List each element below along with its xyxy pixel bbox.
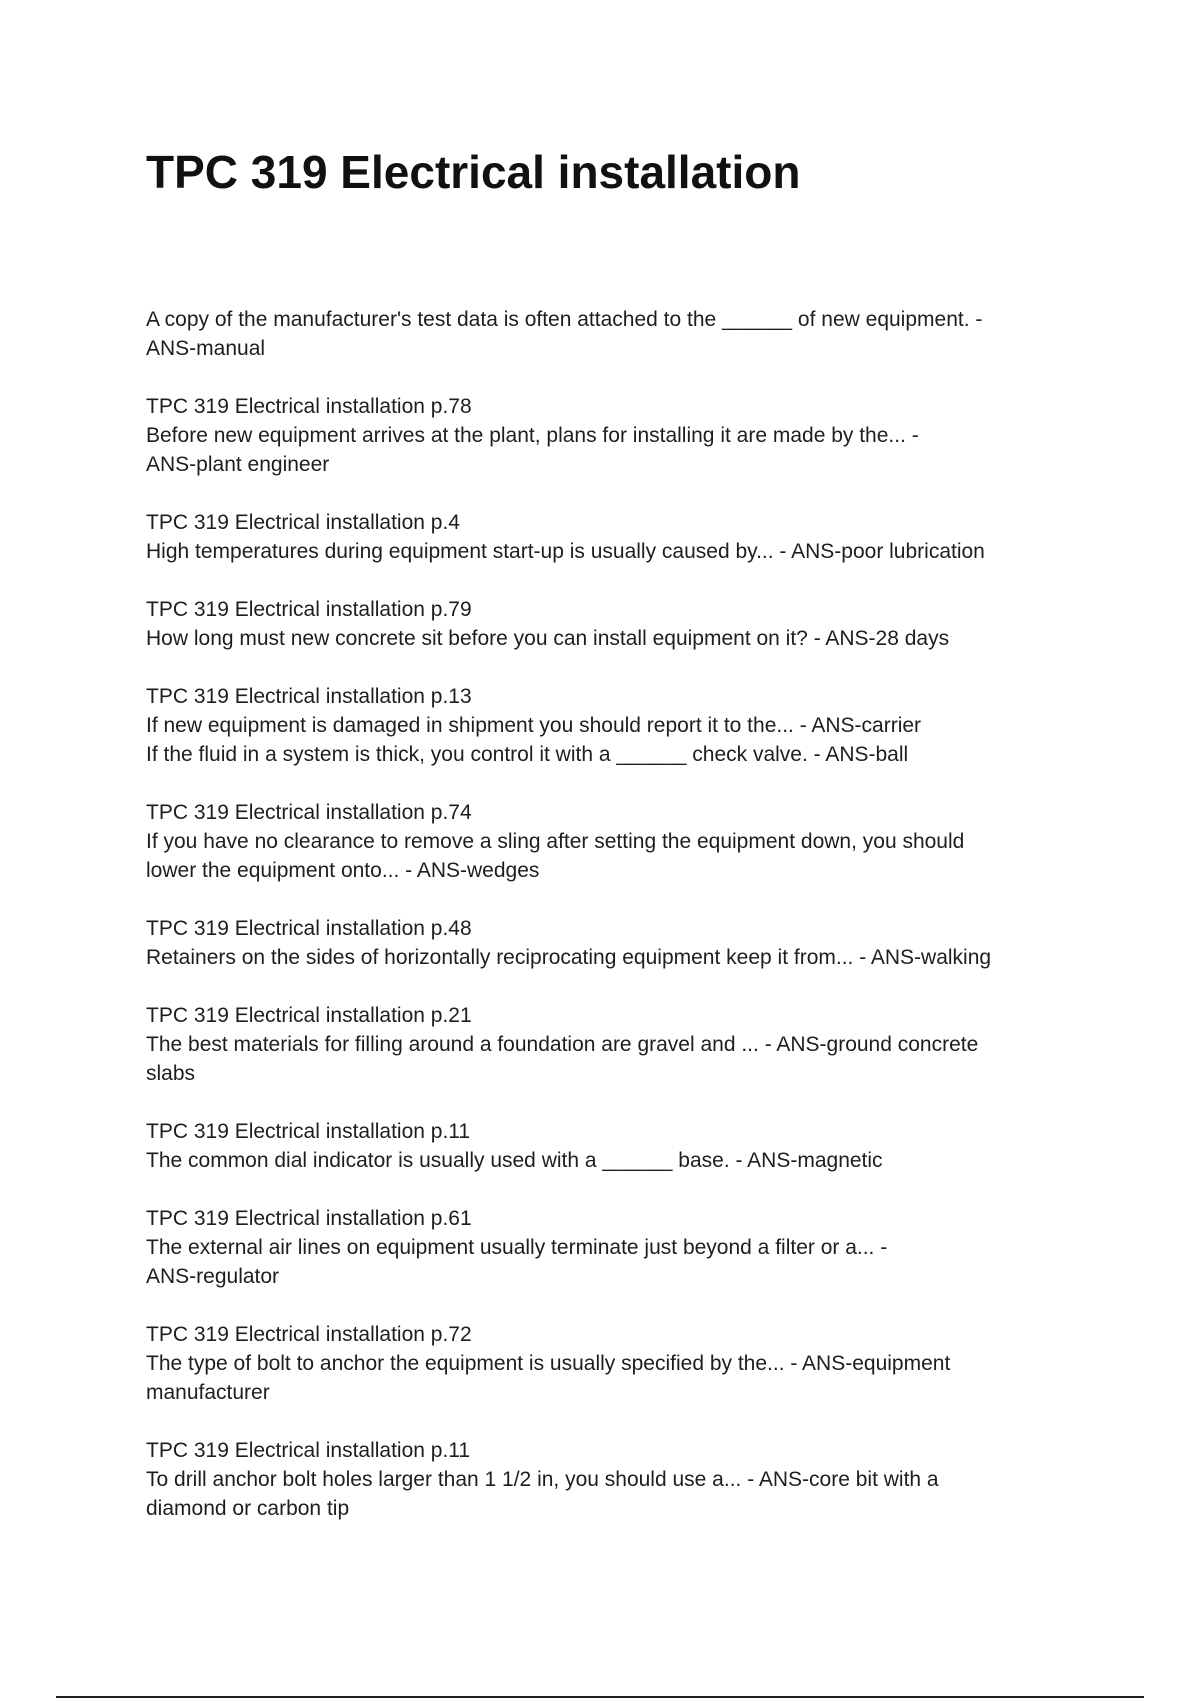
text-line: ANS-regulator (146, 1265, 280, 1288)
text-line: TPC 319 Electrical installation p.61 (146, 1207, 472, 1230)
text-line: TPC 319 Electrical installation p.74 (146, 801, 472, 824)
text-line: Retainers on the sides of horizontally reciprocating equipment keep it from... - ANS-walking (146, 946, 992, 969)
text-line: If new equipment is damaged in shipment you should report it to the... - ANS-carrier (146, 714, 922, 737)
text-line: TPC 319 Electrical installation p.21 (146, 1004, 472, 1027)
qa-block (146, 914, 1046, 972)
text-line: A copy of the manufacturer's test data is often attached to the ______ of new equipment. - (146, 308, 983, 331)
text-line: High temperatures during equipment start-up is usually caused by... - ANS-poor lubrication (146, 540, 985, 563)
qa-block (146, 1320, 1046, 1407)
qa-block (146, 682, 1046, 769)
qa-block (146, 1001, 1046, 1088)
qa-block (146, 1436, 1046, 1523)
text-line: If you have no clearance to remove a sling after setting the equipment down, you should (146, 830, 965, 853)
text-line: diamond or carbon tip (146, 1497, 350, 1520)
text-line: ANS-plant engineer (146, 453, 330, 476)
text-line: manufacturer (146, 1381, 270, 1404)
text-line: The best materials for filling around a foundation are gravel and ... - ANS-ground concrete (146, 1033, 979, 1056)
text-line: lower the equipment onto... - ANS-wedges (146, 859, 540, 882)
qa-block (146, 1117, 1046, 1175)
text-line: TPC 319 Electrical installation p.79 (146, 598, 472, 621)
text-line: TPC 319 Electrical installation p.48 (146, 917, 472, 940)
qa-block (146, 305, 1046, 363)
text-line: The external air lines on equipment usually terminate just beyond a filter or a... - (146, 1236, 888, 1259)
qa-block (146, 1204, 1046, 1291)
text-line: To drill anchor bolt holes larger than 1 1/2 in, you should use a... - ANS-core bit with a (146, 1468, 939, 1491)
qa-list (146, 305, 1046, 1552)
document-title: TPC 319 Electrical installation (146, 146, 801, 198)
text-line: How long must new concrete sit before you can install equipment on it? - ANS-28 days (146, 627, 950, 650)
text-line: TPC 319 Electrical installation p.11 (146, 1439, 471, 1462)
qa-block (146, 392, 1046, 479)
text-line: TPC 319 Electrical installation p.78 (146, 395, 472, 418)
text-line: The type of bolt to anchor the equipment is usually specified by the... - ANS-equipment (146, 1352, 951, 1375)
text-line: Before new equipment arrives at the plant, plans for installing it are made by the... - (146, 424, 919, 447)
qa-block (146, 508, 1046, 566)
text-line: TPC 319 Electrical installation p.4 (146, 511, 460, 534)
text-line: TPC 319 Electrical installation p.13 (146, 685, 472, 708)
text-line: TPC 319 Electrical installation p.72 (146, 1323, 472, 1346)
text-line: If the fluid in a system is thick, you control it with a ______ check valve. - ANS-ball (146, 743, 909, 766)
footer-divider (56, 1696, 1144, 1698)
text-line: slabs (146, 1062, 196, 1085)
text-line: The common dial indicator is usually used with a ______ base. - ANS-magnetic (146, 1149, 883, 1172)
text-line: ANS-manual (146, 337, 266, 360)
text-line: TPC 319 Electrical installation p.11 (146, 1120, 471, 1143)
qa-block (146, 595, 1046, 653)
qa-block (146, 798, 1046, 885)
